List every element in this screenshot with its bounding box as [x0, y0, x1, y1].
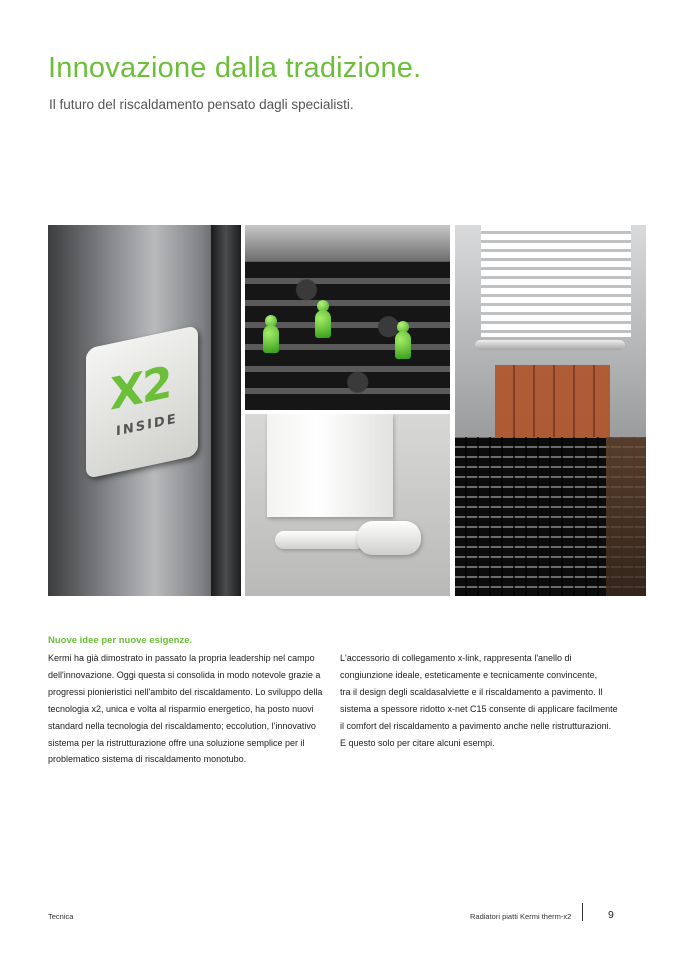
radiator-edge — [211, 225, 241, 596]
footer-section-label: Tecnica — [48, 912, 74, 921]
text-line: Kermi ha già dimostrato in passato la propria leadership nel campo — [48, 653, 315, 663]
green-pawn — [263, 315, 279, 353]
connection-pipes — [475, 340, 625, 350]
floor-heating-photo — [455, 437, 646, 596]
text-line: il comfort del riscaldamento a pavimento anche nelle ristrutturazioni. — [340, 720, 612, 731]
text-line: sistema a spessore ridotto x-net C15 consente di applicare facilmente — [340, 703, 618, 714]
footer-document-title: Radiatori piatti Kermi therm-x2 — [470, 912, 572, 921]
towel-radiator — [481, 225, 631, 337]
page-subtitle: Il futuro del riscaldamento pensato dagli specialisti. — [49, 97, 354, 112]
text-line: tecnologia x2, unica e volta al risparmio energetico, ha posto nuovi — [48, 703, 314, 714]
badge-logo-number: X2 — [110, 356, 171, 421]
section-heading: Nuove idee per nuove esigenze. — [48, 635, 193, 646]
radiator-x2-badge-photo — [48, 225, 241, 596]
text-line: progressi pionieristici nell'ambito del riscaldamento. Lo sviluppo della — [48, 686, 323, 697]
text-line: sistema per la ristrutturazione offre una soluzione semplice per il — [48, 737, 305, 748]
badge-logo-word: INSIDE — [116, 411, 178, 440]
towel-radiator-photo — [455, 225, 646, 437]
footer-divider — [582, 903, 583, 921]
wood-floor — [606, 437, 646, 596]
text-line: congiunzione ideale, esteticamente e tecnicamente convincente, — [340, 669, 598, 680]
text-line: tra il design degli scaldasalviette e il riscaldamento a pavimento. Il — [340, 686, 603, 697]
green-pawn — [395, 321, 411, 359]
text-line: problematico sistema di riscaldamento monotubo. — [48, 754, 247, 765]
text-line: L'accessorio di collegamento x-link, rappresenta l'anello di — [340, 653, 572, 663]
brick-wall — [495, 365, 610, 437]
body-column-right — [340, 650, 618, 751]
pawns-on-pipes-photo — [245, 225, 450, 410]
green-pawn — [315, 300, 331, 338]
page-number: 9 — [608, 909, 614, 921]
page-title: Innovazione dalla tradizione. — [48, 52, 422, 84]
text-line: dell'innovazione. Oggi questa si consolida in modo notevole grazie a — [48, 669, 321, 680]
body-column-left — [48, 650, 322, 768]
thermostatic-valve — [275, 517, 375, 563]
radiator-panel — [267, 414, 393, 517]
photo-top-highlight — [245, 225, 450, 261]
text-line: standard nella tecnologia del riscaldamento; eccolution, l'innovativo — [48, 720, 316, 731]
text-line: E questo solo per citare alcuni esempi. — [340, 737, 495, 748]
x2-inside-badge — [86, 325, 198, 479]
radiator-valve-photo — [245, 414, 450, 596]
